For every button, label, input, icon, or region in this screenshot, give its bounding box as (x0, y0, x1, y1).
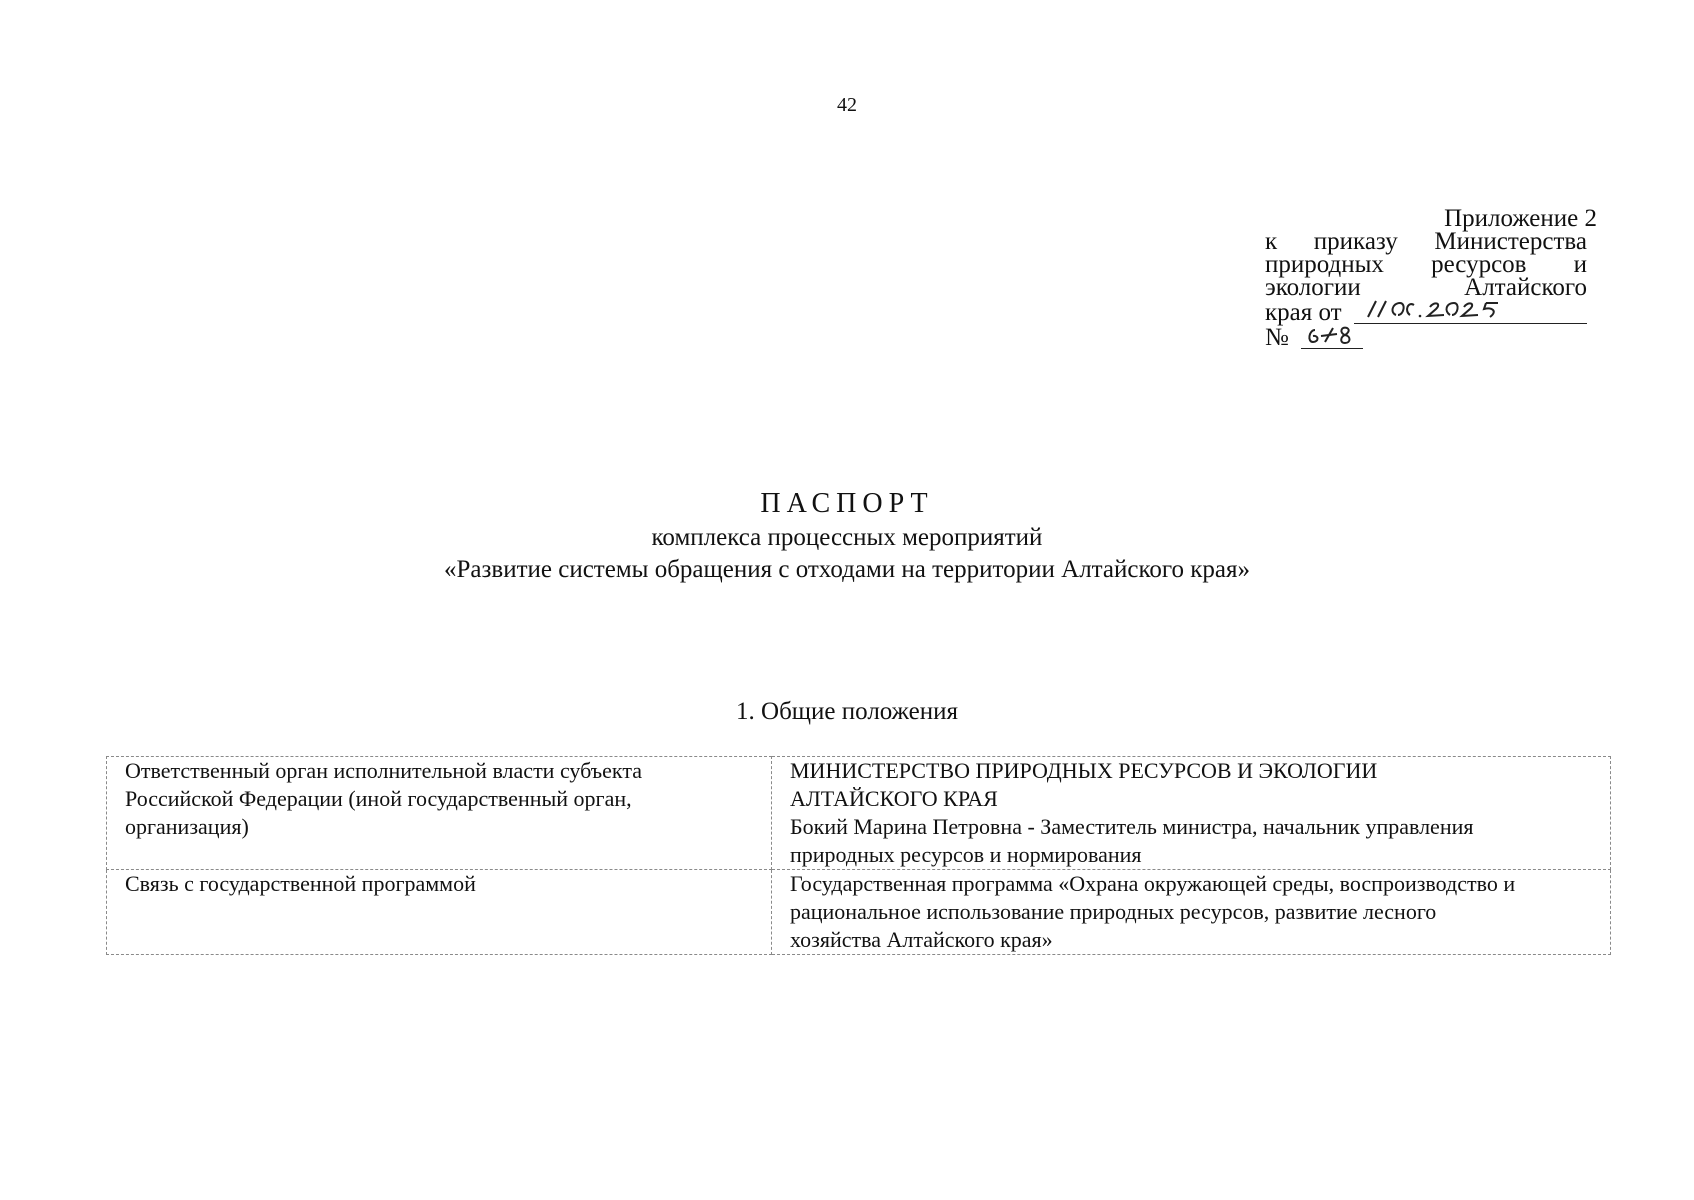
appendix-date-label: края от (1265, 299, 1348, 326)
table-cell-value (772, 757, 1611, 870)
table-cell-label (107, 870, 772, 955)
cell-text-line: Ответственный орган исполнительной власти субъекта (125, 758, 642, 783)
appendix-line-2: природных ресурсов и (1265, 251, 1587, 278)
appendix-block (1265, 205, 1597, 351)
handwritten-number (1301, 326, 1363, 349)
cell-text-line: Бокий Марина Петровна - Заместитель министра, начальник управления (790, 814, 1474, 839)
appendix-date-line (1265, 299, 1587, 324)
passport-subtitle-line-1: комплекса процессных мероприятий (651, 524, 1043, 551)
appendix-line-1: к приказу Министерства (1265, 228, 1587, 255)
passport-subtitle-line-2: «Развитие системы обращения с отходами на территории Алтайского края» (444, 556, 1250, 583)
table-row (107, 757, 1611, 870)
appendix-title: Приложение 2 (1444, 205, 1597, 232)
table-cell-label (107, 757, 772, 870)
cell-text-line: Государственная программа «Охрана окружающей среды, воспроизводство и (790, 871, 1516, 896)
cell-text-line: АЛТАЙСКОГО КРАЯ (790, 786, 998, 811)
cell-text-line: МИНИСТЕРСТВО ПРИРОДНЫХ РЕСУРСОВ И ЭКОЛОГИИ (790, 758, 1378, 783)
table-cell-value (772, 870, 1611, 955)
cell-text-line: рациональное использование природных ресурсов, развитие лесного (790, 899, 1437, 924)
passport-title: ПАСПОРТ (760, 488, 934, 519)
cell-text-line: хозяйства Алтайского края» (790, 927, 1053, 952)
appendix-number-line (1265, 324, 1587, 349)
handwritten-date (1354, 301, 1587, 324)
general-provisions-table (106, 756, 1611, 955)
cell-text-line: организация) (125, 814, 249, 839)
page-number: 42 (837, 94, 857, 116)
cell-text-line: Российской Федерации (иной государственный орган, (125, 786, 632, 811)
section-heading: 1. Общие положения (736, 698, 958, 725)
cell-text-line: Связь с государственной программой (125, 871, 476, 896)
appendix-line-3: экологии Алтайского (1265, 274, 1587, 301)
table-row (107, 870, 1611, 955)
cell-text-line: природных ресурсов и нормирования (790, 842, 1142, 867)
appendix-number-label: № (1265, 324, 1296, 351)
